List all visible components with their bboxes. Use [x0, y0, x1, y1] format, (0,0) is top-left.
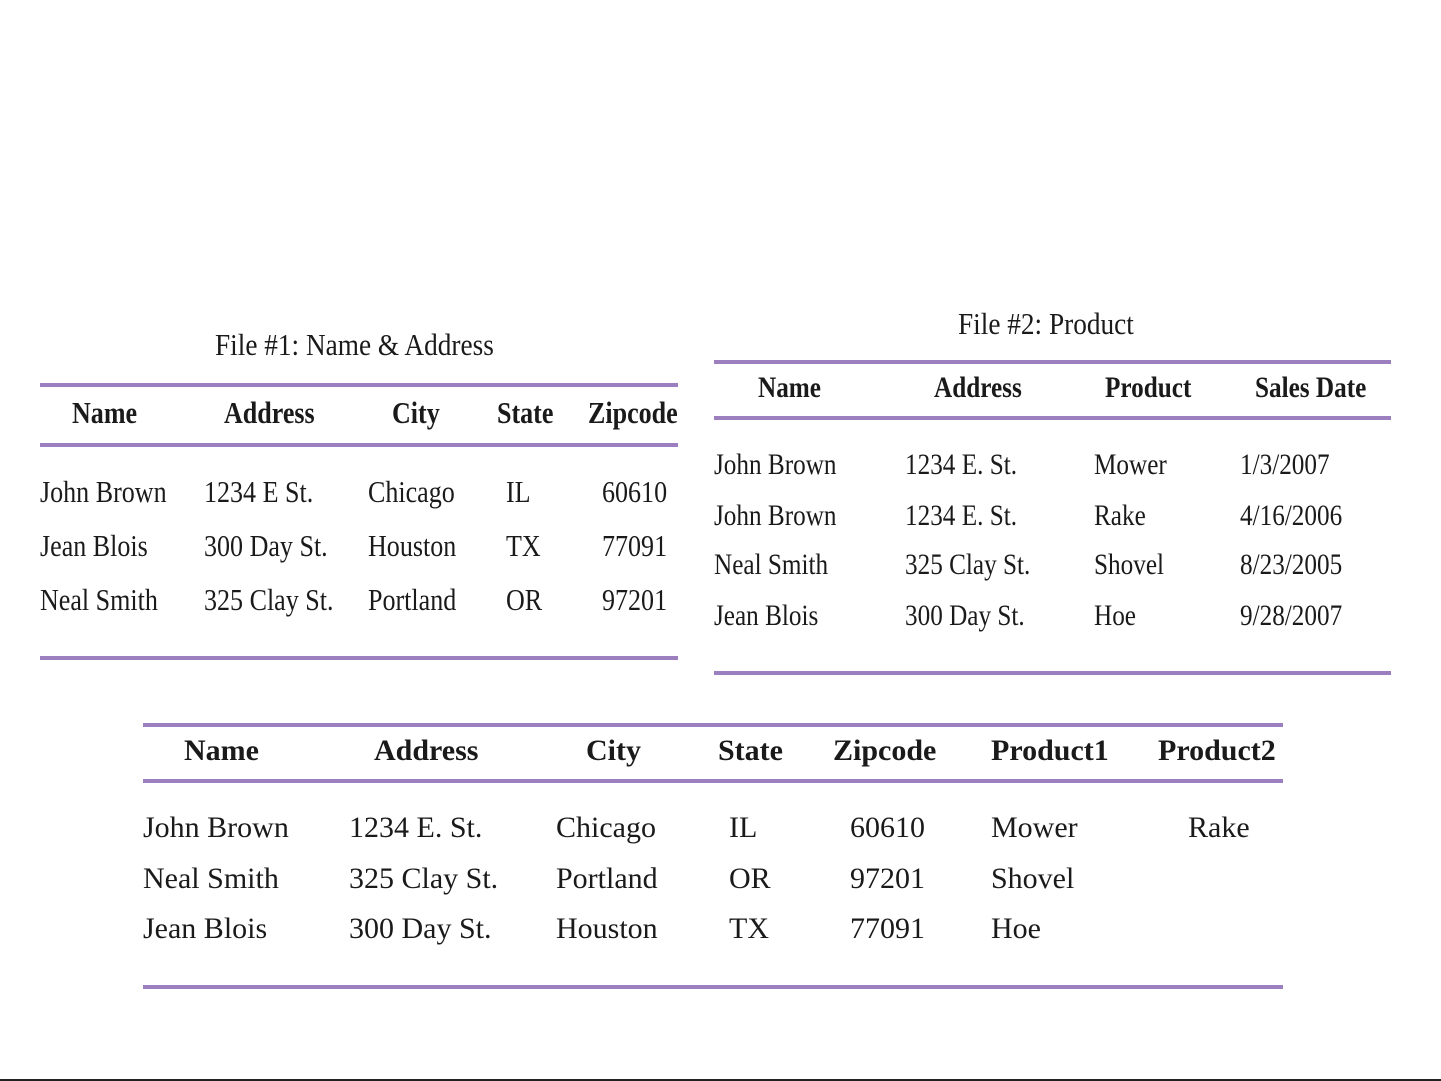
table2-cell: 1234 E. St.: [905, 499, 1018, 532]
table3-bottom-rule: [143, 985, 1283, 989]
table3-cell: Portland: [556, 862, 658, 895]
table3-cell: Mower: [991, 811, 1078, 844]
table3-cell: 77091: [850, 912, 925, 945]
table3-cell: Neal Smith: [143, 862, 279, 895]
table1-bottom-rule: [40, 656, 678, 660]
table2-cell: Jean Blois: [714, 599, 819, 632]
table1-top-rule: [40, 383, 678, 387]
table2-cell: Hoe: [1094, 599, 1136, 632]
table1-cell: Houston: [368, 528, 457, 563]
table3-cell: 300 Day St.: [349, 912, 492, 945]
table1-cell: OR: [506, 582, 543, 617]
table1-cell: Chicago: [368, 474, 455, 509]
table3-cell: Chicago: [556, 811, 656, 844]
table2-cell: John Brown: [714, 448, 837, 481]
table3-cell: OR: [729, 862, 771, 895]
table3-header-city: City: [586, 734, 641, 767]
table2-header-product: Product: [1105, 371, 1192, 404]
table3-cell: Jean Blois: [143, 912, 268, 945]
table2-cell: Neal Smith: [714, 548, 829, 581]
table1-cell: John Brown: [40, 474, 167, 509]
table3-cell: John Brown: [143, 811, 289, 844]
table2-cell: 300 Day St.: [905, 599, 1025, 632]
table1-header-address: Address: [224, 395, 315, 430]
table1-header-name: Name: [72, 395, 138, 430]
table2-cell: 1/3/2007: [1240, 448, 1330, 481]
table3-cell: TX: [729, 912, 769, 945]
table1-cell: Neal Smith: [40, 582, 158, 617]
table3-cell: 97201: [850, 862, 925, 895]
table2-title: File #2: Product: [958, 306, 1134, 341]
table2-cell: 4/16/2006: [1240, 499, 1343, 532]
table2-bottom-rule: [714, 671, 1391, 675]
table2-cell: 9/28/2007: [1240, 599, 1343, 632]
table1-title: File #1: Name & Address: [215, 327, 494, 362]
table2-cell: Mower: [1094, 448, 1167, 481]
table1-header-zipcode: Zipcode: [588, 395, 678, 430]
table3-header-product1: Product1: [991, 734, 1109, 767]
table3-cell: IL: [729, 811, 758, 844]
table1-cell: 325 Clay St.: [204, 582, 334, 617]
table3-header-rule: [143, 779, 1283, 783]
table2-header-rule: [714, 416, 1391, 420]
table2-cell: Rake: [1094, 499, 1146, 532]
table1-header-state: State: [497, 395, 554, 430]
table2-top-rule: [714, 360, 1391, 364]
table1-cell: 1234 E St.: [204, 474, 314, 509]
table2-cell: Shovel: [1094, 548, 1165, 581]
table3-cell: Hoe: [991, 912, 1041, 945]
table1-cell: 60610: [602, 474, 668, 509]
table1-cell: Portland: [368, 582, 457, 617]
table2-cell: 8/23/2005: [1240, 548, 1343, 581]
table3-cell: 1234 E. St.: [349, 811, 483, 844]
table1-cell: IL: [506, 474, 531, 509]
table3-header-product2: Product2: [1158, 734, 1276, 767]
table3-cell: 325 Clay St.: [349, 862, 499, 895]
table3-cell: 60610: [850, 811, 925, 844]
table3-header-zipcode: Zipcode: [833, 734, 937, 767]
table3-header-address: Address: [374, 734, 479, 767]
table1-cell: 97201: [602, 582, 668, 617]
table3-header-name: Name: [184, 734, 259, 767]
table1-header-city: City: [392, 395, 440, 430]
table1-cell: Jean Blois: [40, 528, 148, 563]
table2-cell: 1234 E. St.: [905, 448, 1018, 481]
table1-cell: 300 Day St.: [204, 528, 328, 563]
table2-cell: John Brown: [714, 499, 837, 532]
table1-cell: 77091: [602, 528, 668, 563]
table3-top-rule: [143, 723, 1283, 727]
table2-header-address: Address: [934, 371, 1022, 404]
table2-header-name: Name: [758, 371, 821, 404]
table3-header-state: State: [718, 734, 783, 767]
table1-cell: TX: [506, 528, 541, 563]
table3-cell: Rake: [1188, 811, 1250, 844]
table1-header-rule: [40, 443, 678, 447]
table3-cell: Houston: [556, 912, 658, 945]
table2-header-sales-date: Sales Date: [1255, 371, 1367, 404]
table3-cell: Shovel: [991, 862, 1075, 895]
table2-cell: 325 Clay St.: [905, 548, 1031, 581]
